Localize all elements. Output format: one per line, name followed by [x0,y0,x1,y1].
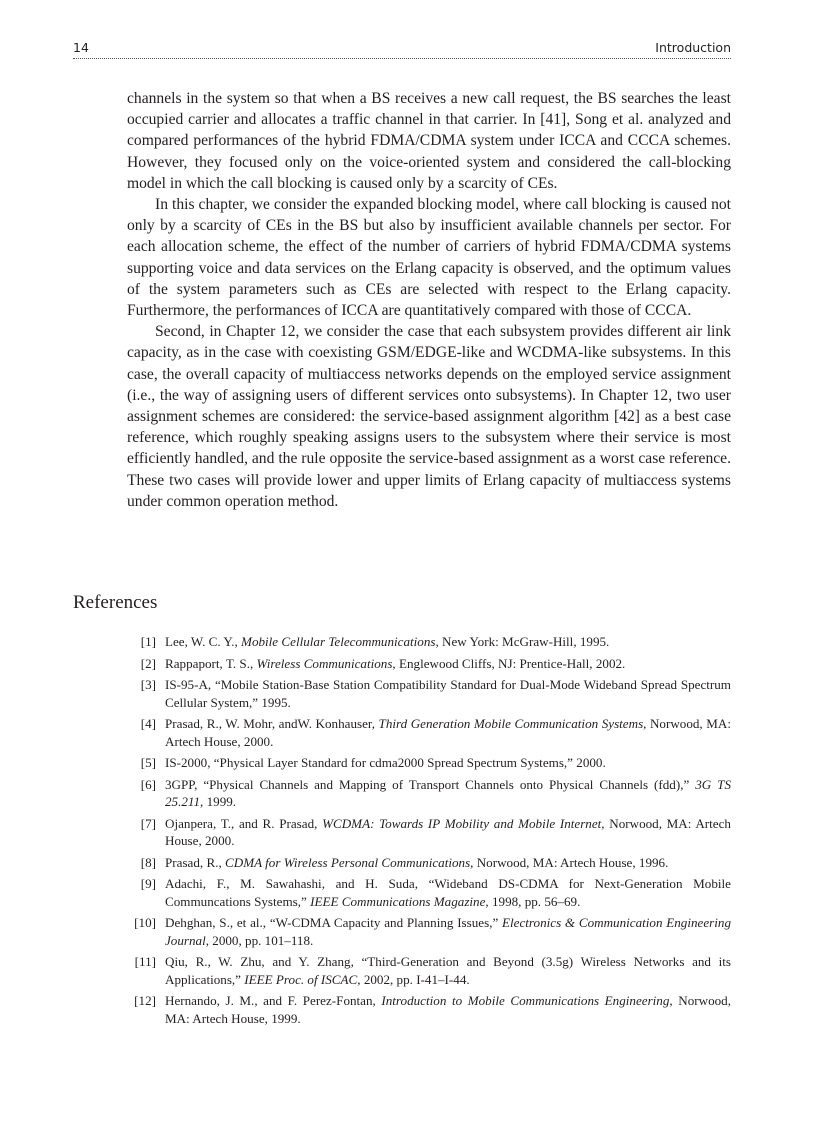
paragraph: Second, in Chapter 12, we consider the case that each subsystem provides different air link capacity, as in the case with coexisting GSM/EDGE-like and WCDMA-like subsystems. In this case, the overall capacity of multiaccess networks depends on the employed service assignment (i.e., the way of assigning users of different services onto subsystems). In Chapter 12, two user assignment schemes are considered: the service-based assignment algorithm [42] as a best case reference, which roughly speaking assigns users to the subsystem where their service is most efficiently handled, and the rule opposite the service-based assignment as a worst case reference. These two cases will provide lower and upper limits of Erlang capacity of multiaccess systems under common operation method. [127,323,731,510]
reference-number: [4] [140,716,156,731]
reference-text: Norwood, MA: Artech House, 2000. [165,815,731,848]
reference-text: Rappaport, T. S., [165,655,257,671]
reference-number: [11] [134,954,156,969]
reference-text: Prasad, R., W. Mohr, andW. Konhauser, [165,716,379,731]
reference-text: Dehghan, S., et al., “W-CDMA Capacity and Planning Issues,” [165,915,503,930]
reference-text: Ojanpera, T., and R. Prasad, [165,815,323,831]
page-number: 14 [73,40,89,55]
reference-text: Lee, W. C. Y., [165,634,242,649]
reference-number: [10] [134,915,156,930]
reference-title: Wireless Communications, [256,655,396,671]
reference-item [127,754,731,772]
reference-item [127,676,731,711]
reference-item [127,633,731,651]
reference-item [127,914,731,949]
reference-item [127,815,731,850]
reference-text: IS-2000, “Physical Layer Standard for cdma2000 Spread Spectrum Systems,” 2000. [165,755,606,770]
reference-text: IS-95-A, “Mobile Station-Base Station Compatibility Standard for Dual-Mode Wideband Spread Spectrum Cellular System,” 1995. [165,677,731,710]
header-rule [73,58,731,59]
reference-title: CDMA for Wireless Personal Communications, [225,854,474,870]
reference-text: Adachi, F., M. Sawahashi, and H. Suda, “Wideband DS-CDMA for Next-Generation Mobile Communcations Systems,” [165,876,731,909]
reference-text: , 2000, pp. 101–118. [205,932,314,948]
reference-title: WCDMA: Towards IP Mobility and Mobile Internet, [322,815,605,831]
reference-title: 3G TS 25.211 [165,776,731,809]
reference-text: , 2002, pp. I-41–I-44. [357,971,470,987]
paragraph: channels in the system so that when a BS receives a new call request, the BS searches the least occupied carrier and allocates a traffic channel in that carrier. In [41], Song et al. analyzed and compared performances of the hybrid FDMA/CDMA system under ICCA and CCCA schemes. However, they focused only on the voice-oriented system and considered the call-blocking model in which the call blocking is caused only by a scarcity of CEs. [127,90,731,192]
paragraph: In this chapter, we consider the expanded blocking model, where call blocking is caused not only by a scarcity of CEs in the BS but also by insufficient available channels per sector. For each allocation scheme, the effect of the number of carriers of hybrid FDMA/CDMA systems supporting voice and data services on the Erlang capacity is observed, and the optimum values of the system parameters such as CEs are selected with respect to the Erlang capacity. Furthermore, the performances of ICCA are quantitatively compared with those of CCCA. [127,196,731,320]
reference-number: [8] [140,854,156,870]
reference-text: Norwood, MA: Artech House, 1999. [165,993,731,1026]
reference-item [127,776,731,811]
reference-item [127,854,731,872]
reference-number: [9] [140,876,156,891]
reference-text: , 1998, pp. 56–69. [485,893,581,909]
reference-text: Norwood, MA: Artech House, 2000. [165,716,731,749]
reference-text: Norwood, MA: Artech House, 1996. [473,854,669,870]
reference-text: Prasad, R., [165,854,226,870]
running-title: Introduction [655,40,731,55]
reference-item [127,655,731,673]
reference-title: Electronics & Communication Engineering Journal [165,915,731,948]
reference-item [127,992,731,1027]
reference-text: Hernando, J. M., and F. Perez-Fontan, [165,993,382,1008]
reference-title: IEEE Proc. of ISCAC [244,971,358,987]
reference-title: Third Generation Mobile Communication Systems, [378,716,647,731]
references-heading: References [73,592,158,613]
reference-number: [3] [140,677,156,692]
reference-number: [1] [140,634,156,649]
page-header [73,40,731,57]
body-text [127,88,731,512]
reference-title: Mobile Cellular Telecommunications [241,634,436,649]
reference-text: , New York: McGraw-Hill, 1995. [435,634,610,649]
reference-text: Englewood Cliffs, NJ: Prentice-Hall, 2002. [395,655,626,671]
reference-item [127,715,731,750]
reference-text: , 1999. [200,794,237,809]
reference-text: 3GPP, “Physical Channels and Mapping of Transport Channels onto Physical Channels (fdd),” [165,776,696,792]
reference-list [127,633,731,1031]
reference-number: [5] [140,755,156,770]
reference-number: [6] [140,776,156,792]
reference-number: [2] [140,655,156,671]
reference-title: IEEE Communications Magazine [310,893,486,909]
reference-number: [7] [140,815,156,831]
reference-item [127,953,731,988]
reference-title: Introduction to Mobile Communications Engineering, [381,993,673,1008]
reference-text: Qiu, R., W. Zhu, and Y. Zhang, “Third-Generation and Beyond (3.5g) Wireless Networks and its Applications,” [165,954,731,987]
reference-item [127,875,731,910]
reference-number: [12] [134,993,156,1008]
